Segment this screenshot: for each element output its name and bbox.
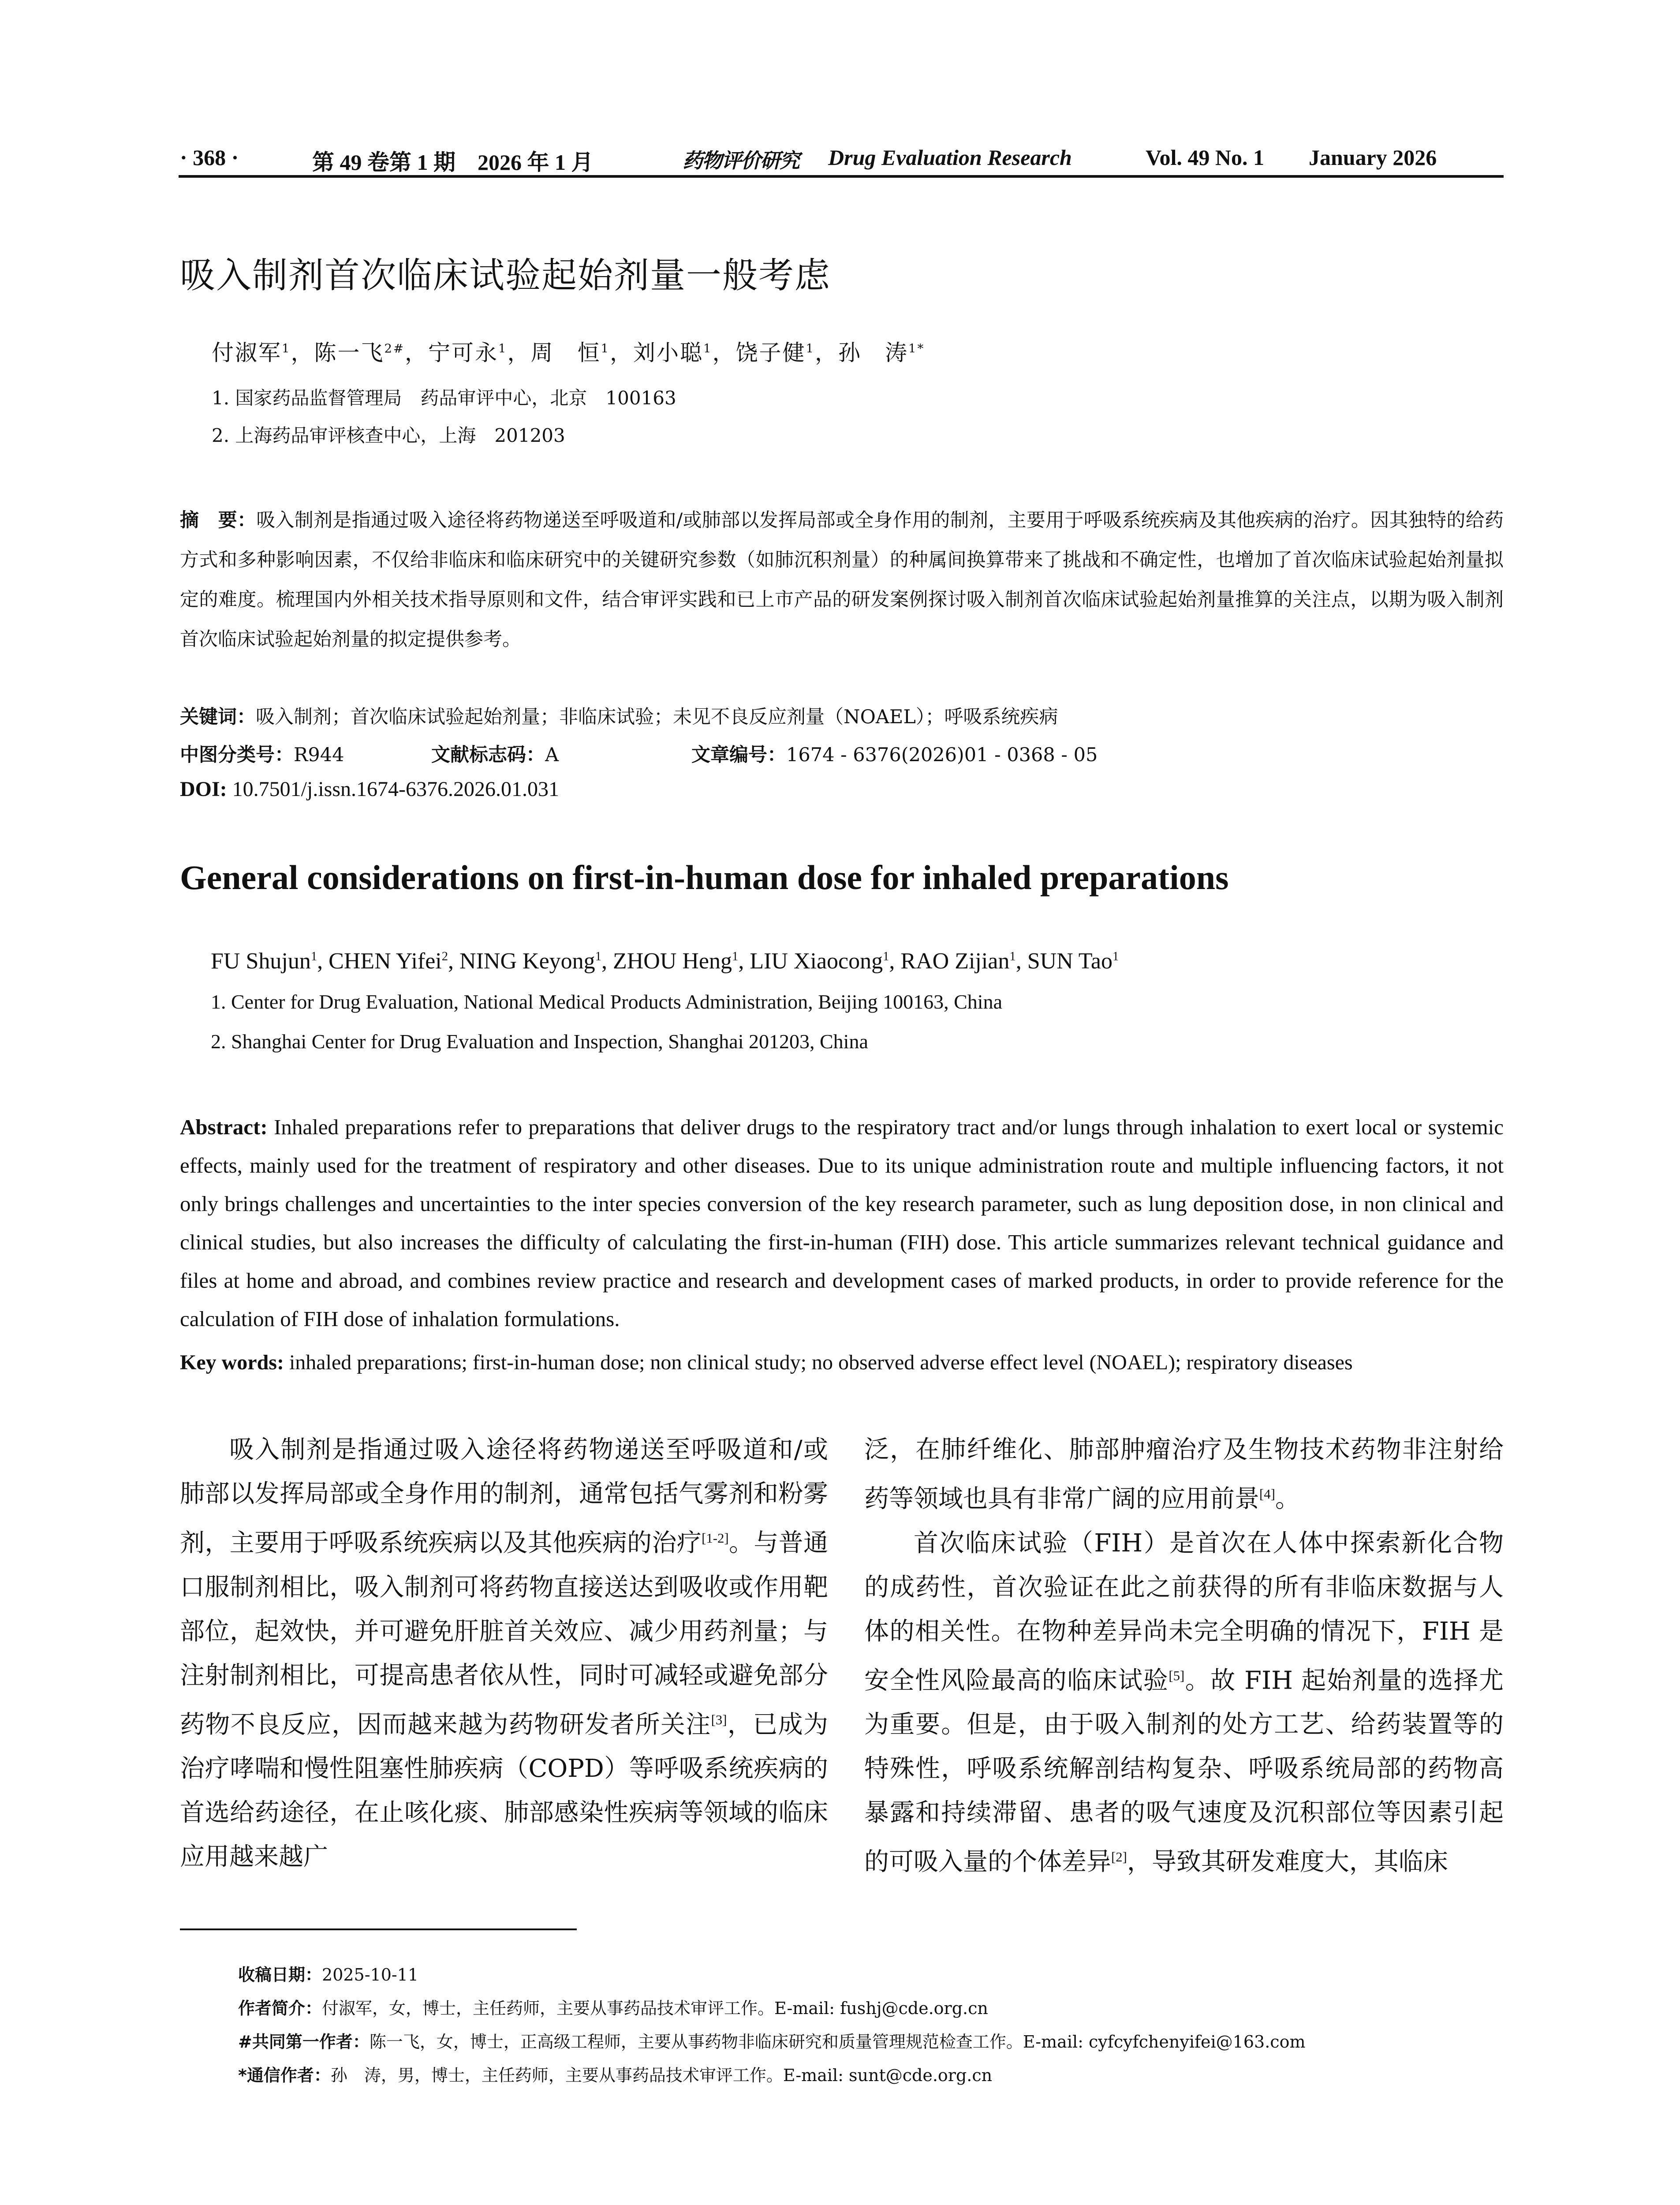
title-cn: 吸入制剂首次临床试验起始剂量一般考虑 bbox=[180, 255, 831, 296]
article-no-value: 1674 - 6376(2026)01 - 0368 - 05 bbox=[786, 744, 1098, 766]
doc-code-label: 文献标志码： bbox=[431, 744, 545, 766]
affiliation-marker: 1 bbox=[1009, 949, 1016, 964]
body-text: ，导致其研发难度大，其临床 bbox=[1127, 1847, 1448, 1876]
affiliation-marker: 2# bbox=[384, 341, 405, 356]
abstract-en bbox=[180, 1108, 1504, 1338]
body-paragraph bbox=[864, 1521, 1504, 1884]
journal-name: Drug Evaluation Research bbox=[828, 145, 1072, 170]
author-list-cn bbox=[212, 335, 925, 367]
author-separator: ， bbox=[610, 340, 634, 366]
footnote-label: #共同第一作者： bbox=[238, 2032, 370, 2052]
affiliation-en-1: 1. Center for Drug Evaluation, National Medical Products Administration, Beijing 100163, China bbox=[211, 990, 1002, 1013]
affiliation-cn-1: 1. 国家药品监督管理局 药品审评中心，北京 100163 bbox=[212, 387, 676, 409]
title-en: General considerations on first-in-human dose for inhaled preparations bbox=[180, 858, 1229, 897]
affiliation-marker: 1* bbox=[908, 341, 925, 356]
affiliation-marker: 2 bbox=[441, 949, 448, 964]
author-list-en bbox=[211, 948, 1119, 974]
author-name: 饶子健 bbox=[735, 340, 806, 366]
citation-ref[interactable]: [1-2] bbox=[702, 1531, 729, 1546]
author-name: 陈一飞 bbox=[314, 340, 385, 366]
running-header bbox=[180, 140, 1504, 176]
keywords-en bbox=[180, 1350, 1504, 1375]
keywords-en-label: Key words: bbox=[180, 1351, 284, 1374]
keywords-cn bbox=[180, 702, 1058, 729]
footnote-label: 收稿日期： bbox=[238, 1965, 322, 1984]
author-name: 周 恒 bbox=[530, 340, 601, 366]
affiliation-marker: 1 bbox=[806, 341, 815, 356]
author-name: 刘小聪 bbox=[633, 340, 704, 366]
journal-logo: 药物评价研究 bbox=[683, 149, 799, 172]
article-no-label: 文章编号： bbox=[691, 744, 786, 766]
footnote-item bbox=[238, 2025, 1306, 2059]
footnote-text: 孙 涛，男，博士，主任药师，主要从事药品技术审评工作。E-mail: sunt@cde.org.cn bbox=[330, 2066, 993, 2085]
issue-date: January 2026 bbox=[1309, 145, 1437, 170]
citation-ref[interactable]: [5] bbox=[1169, 1668, 1185, 1683]
body-text: 。 bbox=[1275, 1484, 1300, 1514]
author-separator: , bbox=[317, 949, 329, 974]
author-name: ZHOU Heng bbox=[612, 949, 732, 974]
affiliation-cn-2: 2. 上海药品审评核查中心，上海 201203 bbox=[212, 425, 565, 446]
citation-ref[interactable]: [2] bbox=[1111, 1850, 1127, 1865]
author-separator: ， bbox=[291, 340, 314, 366]
author-name: RAO Zijian bbox=[900, 949, 1010, 974]
abstract-cn bbox=[180, 501, 1504, 659]
author-name: LIU Xiaocong bbox=[750, 949, 883, 974]
author-name: NING Keyong bbox=[459, 949, 595, 974]
body-text: 首次临床试验（FIH）是首次在人体中探索新化合物的成药性，首次验证在此之前获得的所有非临床数据与人体的相关性。在物种差异尚未完全明确的情况下，FIH 是安全性风险最高的临床试验 bbox=[864, 1529, 1504, 1695]
body-paragraph bbox=[180, 1428, 828, 1879]
author-name: FU Shujun bbox=[211, 949, 311, 974]
body-text: 。与普通口服制剂相比，吸入制剂可将药物直接送达到吸收或作用靶部位，起效快，并可避免肝脏首关效应、减少用药剂量；与注射制剂相比，可提高患者依从性，同时可减轻或避免部分药物不良反应，因而越来越为药物研发者所关注 bbox=[180, 1529, 829, 1739]
footnote-label: 作者简介： bbox=[238, 1999, 322, 2018]
footnote-text: 陈一飞，女，博士，正高级工程师，主要从事药物非临床研究和质量管理规范检查工作。E-mail: cyfcyfchenyifei@163.com bbox=[369, 2032, 1306, 2052]
volume-issue-en: Vol. 49 No. 1 bbox=[1146, 145, 1265, 170]
author-name: SUN Tao bbox=[1027, 949, 1113, 974]
page-number: · 368 · bbox=[180, 145, 239, 170]
footnote-text: 2025-10-11 bbox=[322, 1965, 419, 1984]
body-text: 。故 FIH 起始剂量的选择尤为重要。但是，由于吸入制剂的处方工艺、给药装置等的特殊性，呼吸系统解剖结构复杂、呼吸系统局部的药物高暴露和持续滞留、患者的吸气速度及沉积部位等因素引起的可吸入量的个体差异 bbox=[864, 1666, 1504, 1876]
affiliation-marker: 1 bbox=[883, 949, 889, 964]
affiliation-marker: 1 bbox=[498, 341, 508, 356]
body-text: 泛，在肺纤维化、肺部肿瘤治疗及生物技术药物非注射给药等领域也具有非常广阔的应用前景 bbox=[864, 1435, 1504, 1514]
author-separator: ， bbox=[507, 340, 531, 366]
doi-link[interactable]: 10.7501/j.issn.1674-6376.2026.01.031 bbox=[232, 777, 560, 801]
citation-ref[interactable]: [4] bbox=[1259, 1487, 1275, 1502]
doi-line bbox=[180, 777, 559, 801]
abstract-en-label: Abstract: bbox=[180, 1115, 268, 1139]
affiliation-marker: 1 bbox=[732, 949, 739, 964]
author-separator: , bbox=[601, 949, 613, 974]
footnotes bbox=[238, 1958, 1306, 2092]
author-separator: , bbox=[448, 949, 460, 974]
body-column-right bbox=[864, 1428, 1504, 1884]
footnote-text: 付淑军，女，博士，主任药师，主要从事药品技术审评工作。E-mail: fushj@cde.org.cn bbox=[322, 1999, 988, 2018]
abstract-en-text: Inhaled preparations refer to preparations that deliver drugs to the respiratory tract and/or lungs through inhalation to exert local or systemic effects, mainly used for the treatment of respiratory and other diseases. Due to its unique administration route and multiple influencing factors, it not only brings challenges and uncertainties to the inter species conversion of the key research parameter, such as lung deposition dose, in non clinical and clinical studies, but also increases the difficulty of calculating the first-in-human (FIH) dose. This article summarizes relevant technical guidance and files at home and abroad, and combines review practice and research and development cases of marked products, in order to provide reference for the calculation of FIH dose of inhalation formulations. bbox=[180, 1115, 1504, 1331]
author-separator: ， bbox=[815, 340, 839, 366]
footnote-item bbox=[238, 2059, 1306, 2092]
doc-code-value: A bbox=[545, 744, 559, 766]
affiliation-en-2: 2. Shanghai Center for Drug Evaluation and Inspection, Shanghai 201203, China bbox=[211, 1030, 868, 1053]
footnote-item bbox=[238, 1958, 1306, 1992]
author-separator: ， bbox=[405, 340, 429, 366]
abstract-cn-label: 摘 要： bbox=[180, 509, 257, 531]
footnote-divider bbox=[180, 1928, 577, 1930]
volume-issue-cn: 第 49 卷第 1 期 2026 年 1 月 bbox=[312, 150, 594, 175]
clc-label: 中图分类号： bbox=[180, 744, 294, 766]
body-text: 吸入制剂是指通过吸入途径将药物递送至呼吸道和/或肺部以发挥局部或全身作用的制剂，通常包括气雾剂和粉雾剂，主要用于呼吸系统疾病以及其他疾病的治疗 bbox=[180, 1435, 828, 1558]
citation-ref[interactable]: [3] bbox=[711, 1712, 727, 1727]
keywords-cn-text: 吸入制剂；首次临床试验起始剂量；非临床试验；未见不良反应剂量（NOAEL）；呼吸系统疾病 bbox=[256, 706, 1058, 728]
footnote-item bbox=[238, 1992, 1306, 2025]
author-separator: , bbox=[1015, 949, 1027, 974]
author-name: 付淑军 bbox=[212, 340, 282, 366]
keywords-en-text: inhaled preparations; first-in-human dose; non clinical study; no observed adverse effect level (NOAEL); respiratory diseases bbox=[289, 1351, 1353, 1374]
body-text: ，已成为治疗哮喘和慢性阻塞性肺疾病（COPD）等呼吸系统疾病的首选给药途径，在止咳化痰、肺部感染性疾病等领域的临床应用越来越广 bbox=[180, 1710, 829, 1872]
author-name: 孙 涛 bbox=[838, 340, 909, 366]
clc-value: R944 bbox=[294, 744, 344, 766]
body-column-left bbox=[180, 1428, 828, 1879]
affiliation-marker: 1 bbox=[282, 341, 291, 356]
doi-label: DOI: bbox=[180, 777, 227, 801]
author-separator: , bbox=[889, 949, 901, 974]
affiliation-marker: 1 bbox=[595, 949, 601, 964]
author-name: 宁可永 bbox=[428, 340, 499, 366]
affiliation-marker: 1 bbox=[310, 949, 317, 964]
affiliation-marker: 1 bbox=[1113, 949, 1119, 964]
author-separator: ， bbox=[712, 340, 736, 366]
affiliation-marker: 1 bbox=[601, 341, 610, 356]
author-separator: , bbox=[738, 949, 750, 974]
header-divider bbox=[179, 175, 1504, 178]
author-name: CHEN Yifei bbox=[329, 949, 442, 974]
abstract-cn-text: 吸入制剂是指通过吸入途径将药物递送至呼吸道和/或肺部以发挥局部或全身作用的制剂，主要用于呼吸系统疾病及其他疾病的治疗。因其独特的给药方式和多种影响因素，不仅给非临床和临床研究中的关键研究参数（如肺沉积剂量）的种属间换算带来了挑战和不确定性，也增加了首次临床试验起始剂量拟定的难度。梳理国内外相关技术指导原则和文件，结合审评实践和已上市产品的研发案例探讨吸入制剂首次临床试验起始剂量推算的关注点，以期为吸入制剂首次临床试验起始剂量的拟定提供参考。 bbox=[180, 509, 1504, 650]
affiliation-marker: 1 bbox=[703, 341, 713, 356]
body-paragraph bbox=[864, 1428, 1504, 1521]
keywords-cn-label: 关键词： bbox=[180, 706, 256, 728]
footnote-label: *通信作者： bbox=[238, 2066, 331, 2085]
